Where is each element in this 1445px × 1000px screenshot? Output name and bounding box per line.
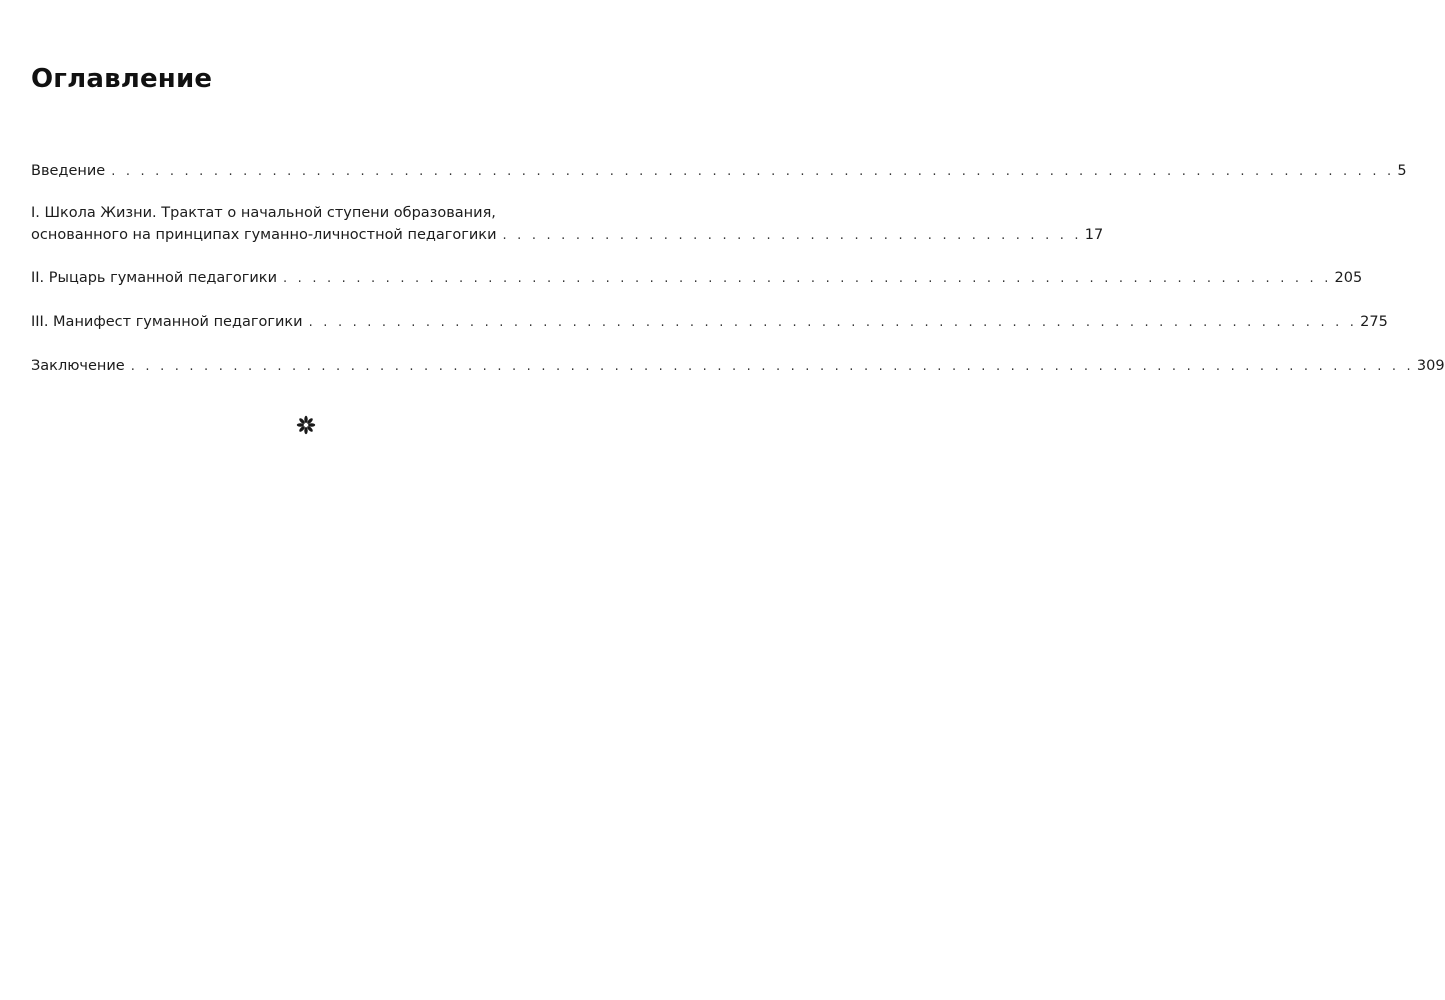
toc-page-number: 17: [1084, 227, 1104, 243]
table-of-contents: [31, 160, 1445, 378]
toc-entry-title: I. Школа Жизни. Трактат о начальной ступени образования,: [31, 205, 496, 221]
toc-entry-manifesto[interactable]: [31, 311, 1388, 334]
toc-entry-conclusion[interactable]: [31, 355, 1445, 378]
toc-leader-dots: . . . . . . . . . . . . . . . . . . . . . . . . . . . . . . . . . . . . . . . .: [502, 228, 1082, 243]
toc-page-number: 275: [1360, 314, 1388, 330]
toc-leader-dots: . . . . . . . . . . . . . . . . . . . . . . . . . . . . . . . . . . . . . . . . . . . . . . . . . . . . . . . . . . . . . . . . . . . . . . . .: [283, 271, 1332, 286]
page-title: Оглавление: [31, 64, 213, 94]
toc-entry-school-of-life[interactable]: [31, 202, 1104, 247]
toc-entry-title: II. Рыцарь гуманной педагогики: [31, 270, 277, 286]
toc-entry-title-continued: основанного на принципах гуманно-личностной педагогики: [31, 227, 497, 243]
toc-leader-dots: . . . . . . . . . . . . . . . . . . . . . . . . . . . . . . . . . . . . . . . . . . . . . . . . . . . . . . . . . . . . . . . . . . . . . . . . . . . . . . . . . . . . . . . .: [111, 164, 1395, 179]
toc-entry-knight[interactable]: [31, 267, 1363, 290]
toc-entry-introduction[interactable]: [31, 160, 1407, 183]
asterisk-flower-icon: [295, 414, 317, 436]
toc-leader-dots: . . . . . . . . . . . . . . . . . . . . . . . . . . . . . . . . . . . . . . . . . . . . . . . . . . . . . . . . . . . . . . . . . . . . . . . . . . . . . . . . . . . . . . . .: [130, 359, 1414, 374]
toc-entry-title: Введение: [31, 163, 106, 179]
toc-leader-dots: . . . . . . . . . . . . . . . . . . . . . . . . . . . . . . . . . . . . . . . . . . . . . . . . . . . . . . . . . . . . . . . . . . . . . . . .: [308, 315, 1358, 330]
toc-page-number: 205: [1334, 270, 1363, 286]
toc-page-number: 309: [1416, 358, 1445, 374]
toc-entry-title: Заключение: [31, 358, 125, 374]
toc-entry-title: III. Манифест гуманной педагогики: [31, 314, 303, 330]
toc-page-number: 5: [1397, 163, 1407, 179]
